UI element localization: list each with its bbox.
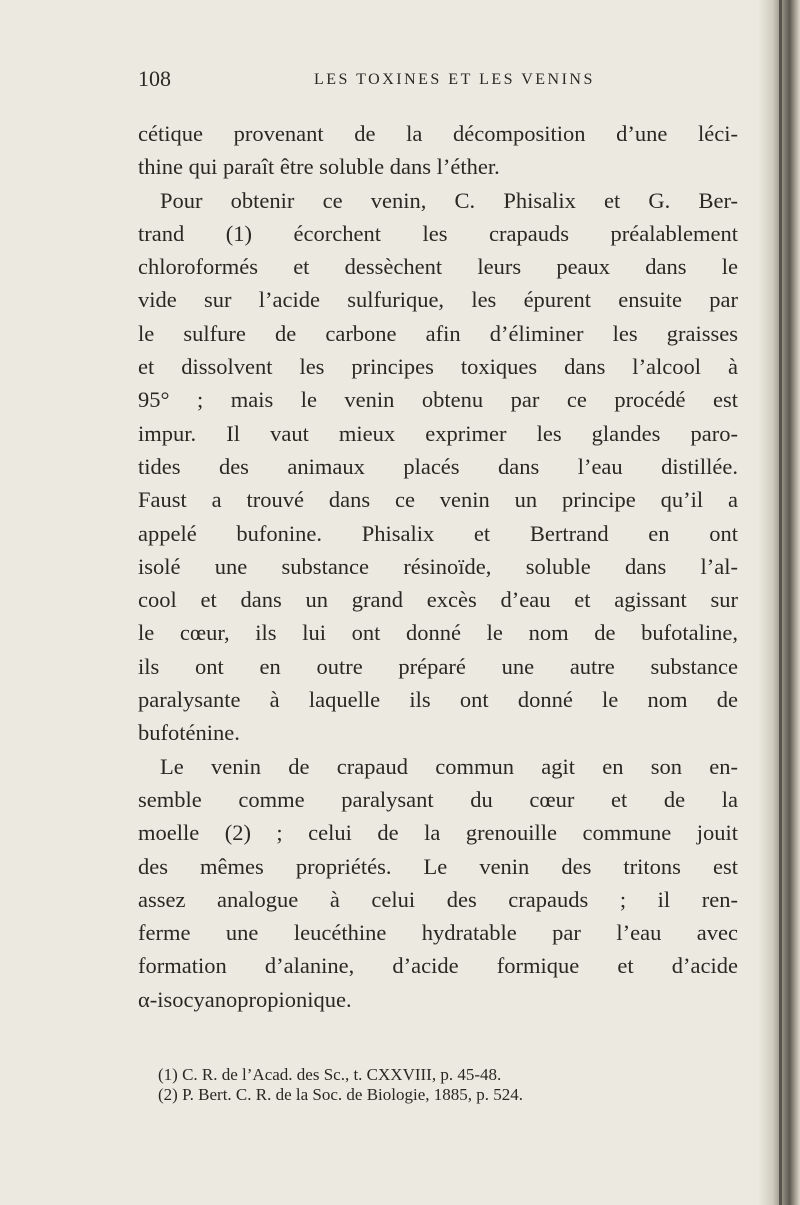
text-line: Faust a trouvé dans ce venin un principe qu’il a (138, 487, 738, 513)
text-line: le cœur, ils lui ont donné le nom de bufotaline, (138, 620, 738, 646)
text-line: thine qui paraît être soluble dans l’éther. (138, 154, 500, 180)
text-line: le sulfure de carbone afin d’éliminer les graisses (138, 320, 738, 346)
text-line: α-isocyanopropionique. (138, 986, 352, 1012)
text-line: bufoténine. (138, 720, 240, 746)
page-binding-line (779, 0, 782, 1205)
text-line: semble comme paralysant du cœur et de la (138, 786, 738, 812)
footnotes (158, 1065, 738, 1105)
page-number: 108 (138, 66, 171, 91)
text-line: cétique provenant de la décomposition d’une léci- (138, 121, 738, 146)
running-title: LES TOXINES ET LES VENINS (314, 71, 595, 88)
footnote-2: (2) P. Bert. C. R. de la Soc. de Biologie, 1885, p. 524. (158, 1085, 524, 1104)
body-text (138, 117, 738, 1016)
text-line: moelle (2) ; celui de la grenouille commune jouit (138, 820, 738, 846)
text-line: des mêmes propriétés. Le venin des tritons est (138, 853, 738, 879)
text-line: assez analogue à celui des crapauds ; il ren- (138, 886, 738, 912)
text-line: ferme une leucéthine hydratable par l’eau avec (138, 920, 738, 946)
text-line: isolé une substance résinoïde, soluble dans l’al- (138, 553, 738, 579)
footnote-1: (1) C. R. de l’Acad. des Sc., t. CXXVIII, p. 45-48. (158, 1065, 502, 1084)
text-line: tides des animaux placés dans l’eau distillée. (138, 453, 738, 479)
text-line: cool et dans un grand excès d’eau et agissant sur (138, 587, 738, 613)
text-line: impur. Il vaut mieux exprimer les glandes paro- (138, 420, 738, 446)
text-line: chloroformés et dessèchent leurs peaux dans le (138, 254, 738, 280)
text-line: ils ont en outre préparé une autre substance (138, 653, 738, 679)
text-line: 95° ; mais le venin obtenu par ce procédé est (138, 387, 738, 413)
text-line: Le venin de crapaud commun agit en son en- (160, 753, 738, 779)
text-line: trand (1) écorchent les crapauds préalablement (138, 220, 738, 246)
text-line: appelé bufonine. Phisalix et Bertrand en ont (138, 520, 738, 546)
text-line: paralysante à laquelle ils ont donné le nom de (138, 687, 738, 713)
page-header (138, 66, 738, 96)
text-line: Pour obtenir ce venin, C. Phisalix et G. Ber- (160, 187, 738, 213)
text-line: formation d’alanine, d’acide formique et d’acide (138, 953, 738, 979)
text-line: et dissolvent les principes toxiques dans l’alcool à (138, 354, 738, 380)
text-line: vide sur l’acide sulfurique, les épurent ensuite par (138, 287, 738, 313)
